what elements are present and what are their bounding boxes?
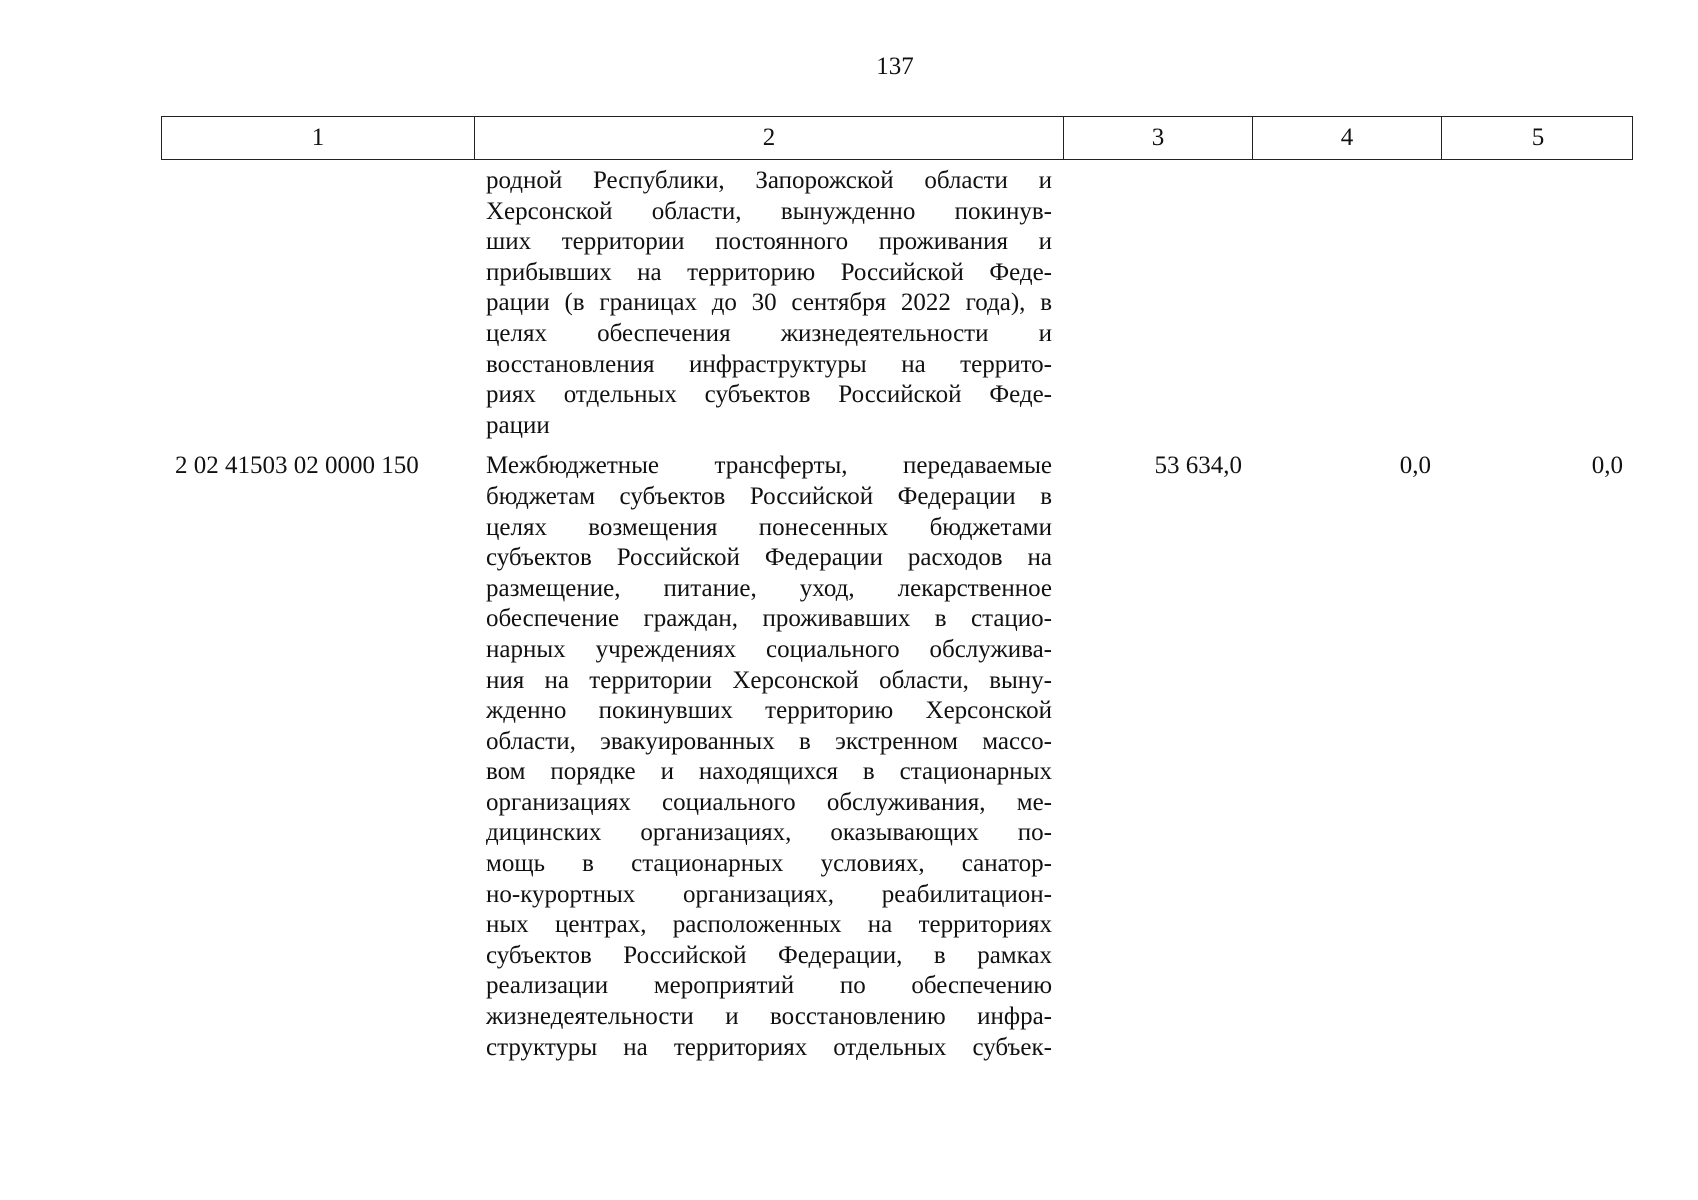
description-line: бюджетам субъектов Российской Федерации в [486, 482, 1052, 510]
description-line: прибывших на территорию Российской Феде- [486, 258, 1052, 286]
description-line: но-курортных организациях, реабилитацион- [486, 880, 1052, 908]
description-line: области, эвакуированных в экстренном массо- [486, 727, 1052, 755]
description-line: нарных учреждениях социального обслужива- [486, 635, 1052, 663]
description-line: мощь в стационарных условиях, санатор- [486, 850, 1052, 878]
description-line: Херсонской области, вынужденно покинув- [486, 197, 1052, 225]
row-description [474, 166, 1063, 441]
row-value-col4 [1252, 166, 1441, 441]
row-value-col5: 0,0 [1591, 452, 1623, 480]
page-number: 137 [876, 53, 914, 80]
description-line: Межбюджетные трансферты, передаваемые [486, 452, 1052, 480]
row-description [474, 451, 1063, 1063]
description-line: ных центрах, расположенных на территориях [486, 911, 1052, 939]
description-line: обеспечение граждан, проживавших в стацио- [486, 605, 1052, 633]
description-line: субъектов Российской Федерации расходов на [486, 544, 1052, 572]
header-col-5: 5 [1531, 124, 1545, 151]
row-value-col3 [1063, 166, 1252, 441]
description-line: восстановления инфраструктуры на террито- [486, 350, 1052, 378]
description-line: ния на территории Херсонской области, выну- [486, 666, 1052, 694]
budget-table [161, 116, 1633, 1063]
row-value-col5 [1441, 166, 1633, 441]
description-line: размещение, питание, уход, лекарственное [486, 574, 1052, 602]
description-line: вом порядке и находящихся в стационарных [486, 758, 1052, 786]
description-line: целях обеспечения жизнедеятельности и [486, 319, 1052, 347]
header-col-3: 3 [1064, 117, 1253, 159]
description-line: риях отдельных субъектов Российской Феде- [486, 381, 1052, 409]
row-value-col4: 0,0 [1399, 452, 1431, 480]
description-line: рации [486, 411, 550, 439]
description-line: родной Республики, Запорожской области и [486, 167, 1052, 194]
table-header-row [161, 116, 1633, 160]
row-code: 2 02 41503 02 0000 150 [175, 452, 419, 480]
description-line: организациях социального обслуживания, ме- [486, 788, 1052, 816]
description-line: дицинских организациях, оказывающих по- [486, 819, 1052, 847]
description-line: жизнедеятельности и восстановлению инфра- [486, 1003, 1052, 1031]
description-line: жденно покинувших территорию Херсонской [486, 697, 1052, 725]
description-line: целях возмещения понесенных бюджетами [486, 513, 1052, 541]
table-row [161, 160, 1633, 441]
header-col-4: 4 [1253, 117, 1442, 159]
row-code [161, 166, 474, 441]
description-line: ших территории постоянного проживания и [486, 228, 1052, 256]
header-col-2: 2 [475, 117, 1064, 159]
description-line: рации (в границах до 30 сентября 2022 года), в [486, 289, 1052, 317]
description-line: субъектов Российской Федерации, в рамках [486, 941, 1052, 969]
table-row [161, 441, 1633, 1063]
row-value-col3: 53 634,0 [1154, 452, 1242, 480]
description-line: реализации мероприятий по обеспечению [486, 972, 1052, 1000]
description-line: структуры на территориях отдельных субъек- [486, 1033, 1052, 1061]
header-col-1: 1 [162, 117, 475, 159]
